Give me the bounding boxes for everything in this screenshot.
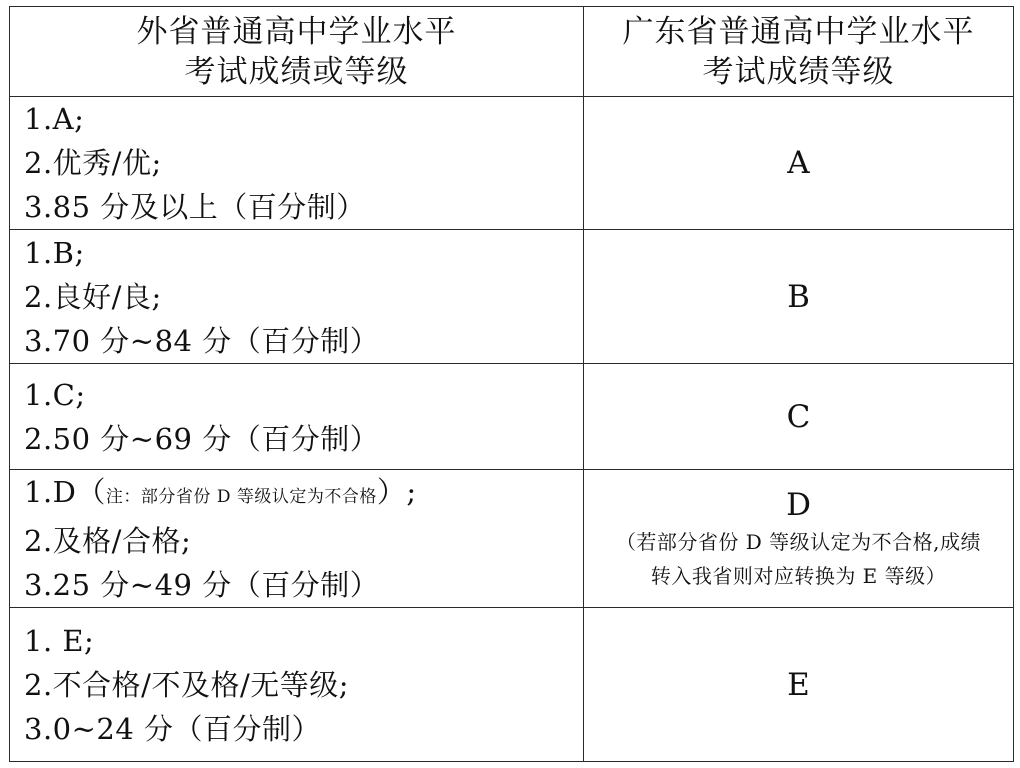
grade-a-line1: 1.A; bbox=[24, 102, 85, 136]
other-grade-cell-e bbox=[10, 608, 584, 762]
header-right-line1: 广东省普通高中学业水平 bbox=[622, 13, 975, 50]
grade-b-line3: 3.70 分~84 分（百分制） bbox=[24, 323, 380, 358]
table-row-a bbox=[10, 97, 1014, 230]
guangdong-grade-cell-d bbox=[584, 470, 1014, 608]
other-grade-cell-d bbox=[10, 470, 584, 608]
table-row-d bbox=[10, 470, 1014, 608]
table-row-b bbox=[10, 230, 1014, 364]
grade-c-line2: 2.50 分~69 分（百分制） bbox=[24, 421, 380, 456]
guangdong-d-note-line1: （若部分省份 D 等级认定为不合格,成绩 bbox=[615, 529, 982, 554]
header-right-line2: 考试成绩等级 bbox=[702, 53, 895, 90]
header-guangdong bbox=[584, 7, 1014, 97]
grade-b-line1: 1.B; bbox=[24, 235, 85, 270]
grade-d-note: 注：部分省份 D 等级认定为不合格 bbox=[105, 487, 377, 507]
grade-e-line2: 2.不合格/不及格/无等级; bbox=[24, 667, 349, 702]
grade-conversion-table bbox=[9, 6, 1014, 762]
grade-d-line3: 3.25 分~49 分（百分制） bbox=[24, 568, 380, 602]
header-other-province bbox=[10, 7, 584, 97]
grade-b-line2: 2.良好/良; bbox=[24, 279, 162, 314]
guangdong-grade-cell-c bbox=[584, 364, 1014, 470]
header-left-line2: 考试成绩或等级 bbox=[184, 53, 409, 90]
guangdong-grade-d: D bbox=[786, 486, 811, 523]
grade-d-prefix: 1.D（ bbox=[24, 475, 106, 509]
guangdong-grade-e: E bbox=[787, 666, 810, 703]
grade-c-line1: 1.C; bbox=[24, 377, 86, 412]
grade-d-line2: 2.及格/合格; bbox=[24, 524, 192, 558]
table-row-e bbox=[10, 608, 1014, 762]
header-left-line1: 外省普通高中学业水平 bbox=[136, 13, 457, 50]
grade-a-line2: 2.优秀/优; bbox=[24, 146, 162, 180]
grade-d-suffix: ）; bbox=[376, 475, 417, 509]
grade-e-line1: 1. E; bbox=[24, 623, 95, 658]
guangdong-grade-cell-b bbox=[584, 230, 1014, 364]
guangdong-d-note-line2: 转入我省则对应转换为 E 等级） bbox=[650, 563, 947, 588]
guangdong-grade-cell-e bbox=[584, 608, 1014, 762]
guangdong-grade-c: C bbox=[786, 398, 811, 435]
table-header-row bbox=[10, 7, 1014, 97]
guangdong-grade-b: B bbox=[787, 278, 810, 315]
table-row-c bbox=[10, 364, 1014, 470]
guangdong-grade-a: A bbox=[787, 145, 810, 181]
grade-e-line3: 3.0~24 分（百分制） bbox=[24, 711, 322, 746]
other-grade-cell-a bbox=[10, 97, 584, 230]
other-grade-cell-c bbox=[10, 364, 584, 470]
other-grade-cell-b bbox=[10, 230, 584, 364]
guangdong-grade-cell-a bbox=[584, 97, 1014, 230]
grade-a-line3: 3.85 分及以上（百分制） bbox=[24, 190, 366, 224]
grade-d-line1 bbox=[24, 470, 583, 519]
